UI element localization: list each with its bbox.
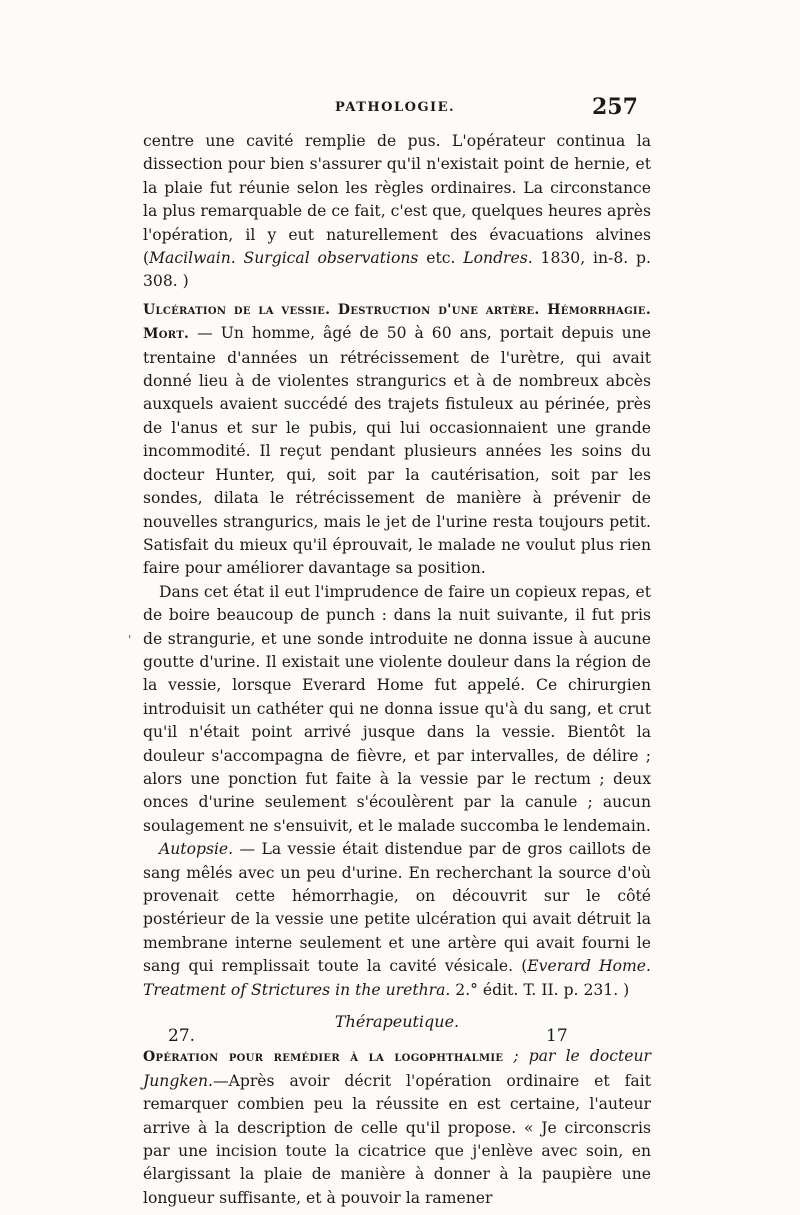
reference-title: Macilwain. Surgical observations bbox=[149, 249, 419, 268]
reference-end: . 2.° édit. T. II. p. 231. ) bbox=[445, 980, 630, 999]
autopsy-paragraph bbox=[143, 838, 651, 1002]
margin-mark: ' bbox=[128, 633, 132, 647]
paragraph-continuation bbox=[143, 130, 651, 294]
sheet-number: 17 bbox=[546, 1026, 568, 1046]
autopsy-label: Autopsie. bbox=[159, 840, 234, 859]
autopsy-text: — La vessie était distendue par de gros caillots de sang mêlés avec un peu d'urine. En recherchant la source d'où provenait cette hémorrhagie, on découvrit sur le côté postérieur de la vessie une petite ulcération qui avait détruit la membrane interne seulement et une artère qui avait fourni le sang qui remplissait toute la cavité vésicale. ( bbox=[143, 840, 651, 976]
operation-heading: Opération pour remédier à la logophthalmie bbox=[143, 1049, 504, 1066]
paragraph bbox=[143, 581, 651, 838]
reference-end: . 1830, in-8. p. 308. ) bbox=[143, 249, 651, 291]
paragraph-text: Dans cet état il eut l'imprudence de faire un copieux repas, et de boire beaucoup de punch : dans la nuit suivante, il fut pris de strangurie, et une sonde introduite ne donna issue à aucune goutte d'urine. Il existait une violente douleur dans la région de la vessie, lorsque Everard Home fut appelé. Ce chirurgien introduisit un cathéter qui ne donna issue qu'à du sang, et crut qu'il n'était point arrivé jusque dans la vessie. Bientôt la douleur s'accompagna de fièvre, et par intervalles, de délire ; alors une ponction fut faite à la vessie par le rectum ; deux onces d'urine seulement s'écoulèrent par la canule ; aucun soulagement ne s'ensuivit, et le malade succomba le lendemain. bbox=[143, 582, 651, 835]
operation-author: ; par le docteur Jungken. bbox=[143, 1047, 651, 1090]
page-header bbox=[130, 94, 650, 126]
signature-number: 27. bbox=[168, 1026, 196, 1046]
page-number: 257 bbox=[592, 94, 638, 120]
reference-city: Londres bbox=[463, 249, 528, 268]
case-report bbox=[143, 298, 651, 581]
page-footer bbox=[168, 1026, 588, 1052]
case-heading: Ulcération de la vessie. Destruction d'une artère. Hémorrhagie. Mort. bbox=[143, 301, 651, 343]
section-subheading: Thérapeutique. bbox=[334, 1012, 460, 1032]
operation-text: —Après avoir décrit l'opération ordinaire et fait remarquer combien peu la réussite en est certaine, l'auteur arrive à la description de celle qu'il propose. « Je circonscris par une incision toute la cicatrice que j'enlève avec soin, en élargissant la plaie de manière à donner à la paupière une longueur suffisante, et à pouvoir la ramener bbox=[143, 1071, 651, 1207]
reference-mid: etc. bbox=[418, 249, 464, 268]
running-title: PATHOLOGIE. bbox=[335, 100, 456, 115]
case-text: — Un homme, âgé de 50 à 60 ans, portait depuis une trentaine d'années un rétrécissement de l'urètre, qui avait donné lieu à de violentes strangurics et à de nombreux abcès auxquels avaient succédé des trajets fistuleux au périnée, près de l'anus et sur le pubis, qui lui occasionnaient une grande incommodité. Il reçut pendant plusieurs années les soins du docteur Hunter, qui, soit par la cautérisation, soit par les sondes, dilata le rétrécissement de manière à prévenir de nouvelles strangurics, mais le jet de l'urine resta toujours petit. Satisfait du mieux qu'il éprouvait, le malade ne voulut plus rien faire pour améliorer davantage sa position. bbox=[143, 324, 651, 578]
operation-paragraph bbox=[143, 1045, 651, 1210]
reference-title: Everard Home. Treatment of Strictures in the urethra bbox=[143, 957, 651, 999]
paragraph-text: centre une cavité remplie de pus. L'opérateur continua la dissection pour bien s'assurer qu'il n'existait point de hernie, et la plaie fut réunie selon les règles ordinaires. La circonstance la plus remarquable de ce fait, c'est que, quelques heures après l'opération, il y eut naturellement des évacuations alvines ( bbox=[143, 132, 651, 268]
